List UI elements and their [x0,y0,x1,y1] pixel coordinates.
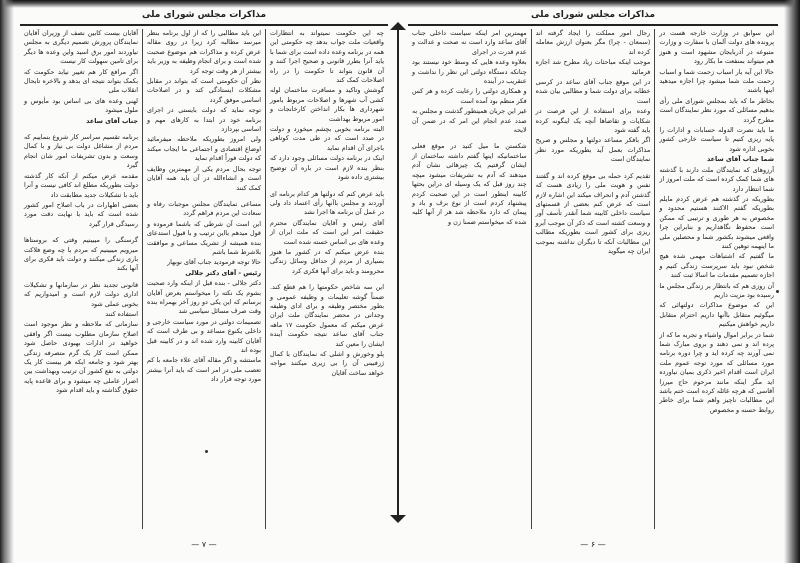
paragraph: غیر این جریان همینطور گذشت و مجلس به صدد عدم انجام این امر که در ضمن آن لایحه [411,107,527,135]
paragraph: ولی امروز بطوریکه ملاحظه میفرمائید اوضاع اقتصادی و اجتماعی ما ایجاب میکند که دولت فوراً اقدام نماید [147,135,261,163]
running-head: مذاکرات مجلس شورای ملی [141,10,267,20]
paragraph: رجال امور مملکت را ایجاد گرفته اند (سمعان - چرا) مگر بعنوان ارزش معامله کرده اند [535,29,651,56]
paragraph: ما باید نصرت الدوله حسابات و ادارات را پایه ریزی کنیم تا سیاست خارجی کشور بخوبی اداره شود [659,126,774,153]
paragraph: شما در برابر اموال واشیاء و تجربه ما که از پرده اند و نمی دهند و بروی مبارک شما نمی آورند چه کرده اید و چرا دوره برنامه مورد مسائلی که مورد توجه عموم ملت ایران است اقدام اخیر ذکری بمیان نیاورده اید مگر اینکه مانند مرحوم حاج میرزا آقاسی که هرچه غائله کرده است ختم باشد این مطالبات ناچیز واهم شما برای خاطر روابط حسنه و مخصوص [659,330,774,414]
paragraph: این باید مطالبی را که از اول برنامه بنظر میرسد مطالبه کرد زیرا در روی مقاله عرض کرده و مذاکرات هم موضوع صحبت شده است و برای انجام وظیفه به وزیر باید بیشتر از هر وقت توجه کرد [147,29,261,75]
paragraph: این سه شاخص حکومتها را هم قطع کند. ضمناً گوشه تعلیمات و وظیفه عمومی و بطور مختصر وظیفه و برای ادای وظیفه وجدانی در محضر نمایندگان ملت ایران عرض میکنم که معمول حکومت ۱۷ ماهه جناب آقای ساعد نتیجه حکومت آینده ایشان را معین کند [270,283,384,348]
paragraph: اینک در برنامه دولت مسائلی وجود دارد که بنظر بنده لازم است در باره آن توضیح بیشتری داده شود [270,154,384,182]
paragraph: لهنی وعده های بی اساس بود مأیوس و ملول میشود [24,96,138,115]
paragraph: بطوریکه در گذشته هم عرض کردم مایلم بطوریکه گفتم الاکنند هستیم محدود و مخصوص به هر طوری و ترتیبی که ممکن است محفوظ نگاهداریم و بنابراین چرا واقعی میشوند بکشور شما و محصلین ملی ما اینهمه توهین کنند [659,194,774,250]
paragraph: ماستشه و اگر مقاله آقای علاء جامعه با کم تعصب ملی در امر است که باید آنرا بیشتر مورد توجه قرار داد [147,356,261,384]
paragraph: این سوابق در وزارت خارجه هست در پرونده های دولت آلمان با سفارت و وزارت متبوعه در آذربایجان مشهود است و هنوز هم میتواند بمنفعت ما بکار رود [659,29,774,66]
paragraph: ما گفتیم که اشتباهات مهمی شده هیچ شخص نبود باید سرپرست زندگی کنیم و اجازه تصمیم مقدمات ما اسالا ثبت کنند [659,252,774,280]
paragraph: توجه بحال مردم یکی از مهمترین وظایف است و انشاءالله در آن باید همه آقایان کمک کنند [147,164,261,192]
paragraph: برنامه تقسیم سراسر کار شروع بنماییم که مردم از مشاغل دولت بی نیاز و با کمال وسعت و بدون تشریفات امور شان انجام گیرد [24,133,138,170]
column-right [654,29,778,529]
paragraph: حالا توجه فرمودید جناب آقای نوبهار [167,258,261,267]
paragraph: اگر مرافع کار هم تغییر نیابد حکومت که بکمک بتواند نتیجه ای بدهد و بالاخره تابحال انقلاب ملی [24,67,138,95]
speaker-line: رئیس - آقای دکتر جلالی [185,268,261,277]
paragraph: اگر بافکر مساعد دولتها و مجلس و صریح مذاکرات بعمل آید بطوریکه مورد نظر نمایندگان است [535,136,651,164]
paragraph: باید عرض کنم که دولتها هر کدام برنامه ای آوردند و مجلس باآنها رأی اعتماد داد ولی در عمل آن برنامه ها اجرا نشد [270,189,384,217]
paragraph: پلو وخورش و اشلی که نمایندگان با کمال ژرفبینی آن را بی زیری میکنند مواجه خواهد ساخت آقایان [270,350,384,377]
paragraph: آرزوهای که نمایندگان ملت دارند با گذشته های شما کمک کرده است که ملت امروز از شما انتظار دارد [659,165,774,193]
columns [20,29,388,529]
paragraph: در این موقع جناب آقای ساعد در کرسی خطابه برای دولت شما و مطالبی بیان شده است [535,78,651,105]
page-number: — ۶ — [580,540,606,549]
paragraph: حالا این آیه بار اسباب زحمت شما و اسباب زحمت ملت شما میشود چرا اجازه میدهید اینها باشند [659,67,774,95]
paragraph: وعده برای استفاده از این فرصت در شکایات و تقاضاها آنچه یک اینگونه کرده باید گفته شود [535,107,651,135]
header-rule [20,24,388,26]
column-middle [531,29,655,529]
paragraph: شکستن ما میل کنید در موقع فعلی ساختمانیکه اینها گفتم داشته ساختمان از ایشان گرفتیم یک چیزهائی نشان آدم میدهند که آدم به تشریفات میشود میچه چند روز قبل که یک وسیله ای دراین بحثها کابینه اینطور است در این صحبت کردم پیشنهاد کردم است از نوع برف و باد و پیمان که دارد ملاحظه شد هر از آنها کلیه شده که میخواستم ضمنا زن و [411,142,527,226]
paragraph: دکتر جلالی - بنده قبل از اینکه وارد صحبت بشوم یک نکته را میخواستم بعرض آقایان برسانم که این یکی دو روز آخر بهمراه بنده وقت صرف مسائل سیاسی شد [147,279,261,316]
column-middle [142,29,265,529]
paragraph: البته برنامه بخوبی بچشم میخورد و دولت در صدد است که در طی مدت کوتاهی باجرای آن اقدام نماید [270,125,384,152]
scan-speck [776,290,779,293]
paragraph: بعضی اظهارات در باب اصلاح امور کشور شده است که باید با نهایت دقت مورد رسیدگی قرار گیرد [24,200,138,228]
columns [408,29,778,529]
paragraph: بخاطر ما که باید بمجلس شورای ملی رأی بدهیم مسائلی که مورد نظر نمایندگان است مطرح گردد [659,96,774,124]
scan-edge-right [784,0,800,563]
paragraph: قانونی تجدید نظر در سازمانها و تشکیلات اداری دولت لازم است و امیدواریم که بخوبی عملی شود [24,280,138,308]
paragraph: این است آن شرطی که باشما فرموده و قول میدهم بااین ترتیب و با قبول استدعای بنده همیشه از تشریک مساعی و موافقت بلاشرط شما باشم [147,219,261,256]
speaker-line: جناب آقای ساعد [86,116,138,125]
paragraph: سازمانی که ملاحظه و نظر موجود است اصلاح سازمان مطلوب نیست اگر وافقی خواهید در ادارات بهبودی حاصل شود ممکن است کار یک گرم متصرفه زندگی بهتر شود و جامعه ایکه هر بیست کار یک دولتی به نفع کشور آن ترتیب وبهداشت بین اضرار عاملی چه میشود و برای قاعده پایه حقوق گذاشته و باید اقدام شود [24,320,138,395]
scan-speck [205,450,208,453]
paragraph: و همکاری دولتی را رعایت کرده و هر کس فکر منظم بود آمده است [411,87,527,105]
paragraph: تصمیمات دولتی در مورد سیاست خارجی و داخلی یکنوع مساعد و بی طرف است که آقایان کابینه وارد شده اند و در کابینه قبل بوده اند [147,317,261,354]
paragraph: آن روزی هم که بانتظار بر زندگی مجلس ما رسیده بود مزیت داریم [659,281,774,299]
paragraph: استفاده کنند [105,309,138,318]
paragraph: نظر آن حکومتی است که بتواند در مقابل مشکلات ایستادگی کند و در اصلاحات اساسی موفق گردد [147,77,261,104]
gutter-divider [397,25,399,520]
column-left [20,29,142,529]
paragraph: موجب اینکه مباحثات زیاد مطرح شد اجازه فرمائید [535,58,651,76]
paragraph: گرسنگی را میبینیم وقتی که بروستاها میرویم میبینیم که مردم با چه وضع فلاکت باری زندگی میکنند و دولت باید فکری برای آنها بکند [24,236,138,273]
column-left [408,29,531,529]
paragraph: این که موضوع مذاکرات دولتهائی که میگوئیم متقابل باآنها داریم احترام متقابل داریم خواهش میکنیم [659,301,774,329]
paragraph: بعلاوه وعده هایی که وسط خود نیستند بود چنانکه دستگاه دولتی این نظر را نداشت و عنقریب در آینده [411,58,527,86]
paragraph: توجه نماید که دولت بایستی در اجرای برنامه خود در ابتدا به کارهای مهم و اساسی بپردازد [147,106,261,134]
paragraph: مساعی نمایندگان مجلس موجبات رفاه و سعادت این مردم فراهم گردد [147,199,261,218]
paragraph: مقدمه عرض میکنم از آنکه کار گذشته دولت بطوریکه مطلع اند کافی نیست و آنرا باید با تشکیلات جدید مطابقت داد [24,171,138,199]
page-number: — ۷ — [191,540,217,549]
speaker-line: شما جناب آقای ساعد [706,155,774,164]
running-head: مذاکرات مجلس شورای ملی [530,10,656,20]
paragraph: بنده عرض میکنم که در کشور ما هنوز بسیاری از مردم از حداقل وسائل زندگی محرومند و باید برای آنها فکری کرد [270,247,384,275]
column-right [265,29,388,529]
left-page [14,0,394,563]
right-page [402,0,784,563]
paragraph: آقایان بیست کابین نصف از وزیران آقایان نمایندگان پرورش تصمیم دیگری به مجلس نیاوردند امور برق اسید واین وعده ها دیگر برای تامین سهولت کار نیست [24,29,138,66]
paragraph: آقای رئیس و آقایان نمایندگان محترم حقیقت امر این است که ملت ایران از وعده های بی اساس خسته شده است [270,218,384,246]
paragraph: چه این حکومت نمیتواند به انتظارات واقعیات ملت جواب بدهد چه حکومتی این همه در برنامه وعده داده است برای شما با یاید آنرا بطرز قانونی و صحیح اجرا کنند و آن قانون بتواند تا حکومت را در راه اصلاحات کمک کند [270,29,384,85]
paragraph: مهمترین امر اینکه سیاست داخلی جناب آقای ساعد وارد است نه صحت و عدالت و عدم قدرت در اجرای [411,29,527,56]
paragraph: تقدیم کرد حمله بی موقع کرده اند و گفتند نفس و هویت ملی را زیادی هست که گذشتن آدم و انحراف میکند این اشاره لازم است که عرض کنم بعضی از قسمتهای سیاست داخلی کابینه شما آنقدر تأسف آور و وسعت کشته است که ذکر آن موجب آبرو ریزی برای کشور است بطوریکه مطالب این مطالبات آنکه تا دیگران نداشته بموجب ایران چه میگوید [535,171,651,255]
scan-edge-left [0,0,14,563]
paragraph: گوشش وتاکید و مسافرت ساختمان لوله کشی آب شهرها و اصلاحات مربوط بامور شهرداری ها بکار انداختن کارخانجات و امور مربوط بهداشت [270,86,384,123]
header-rule [408,24,778,26]
